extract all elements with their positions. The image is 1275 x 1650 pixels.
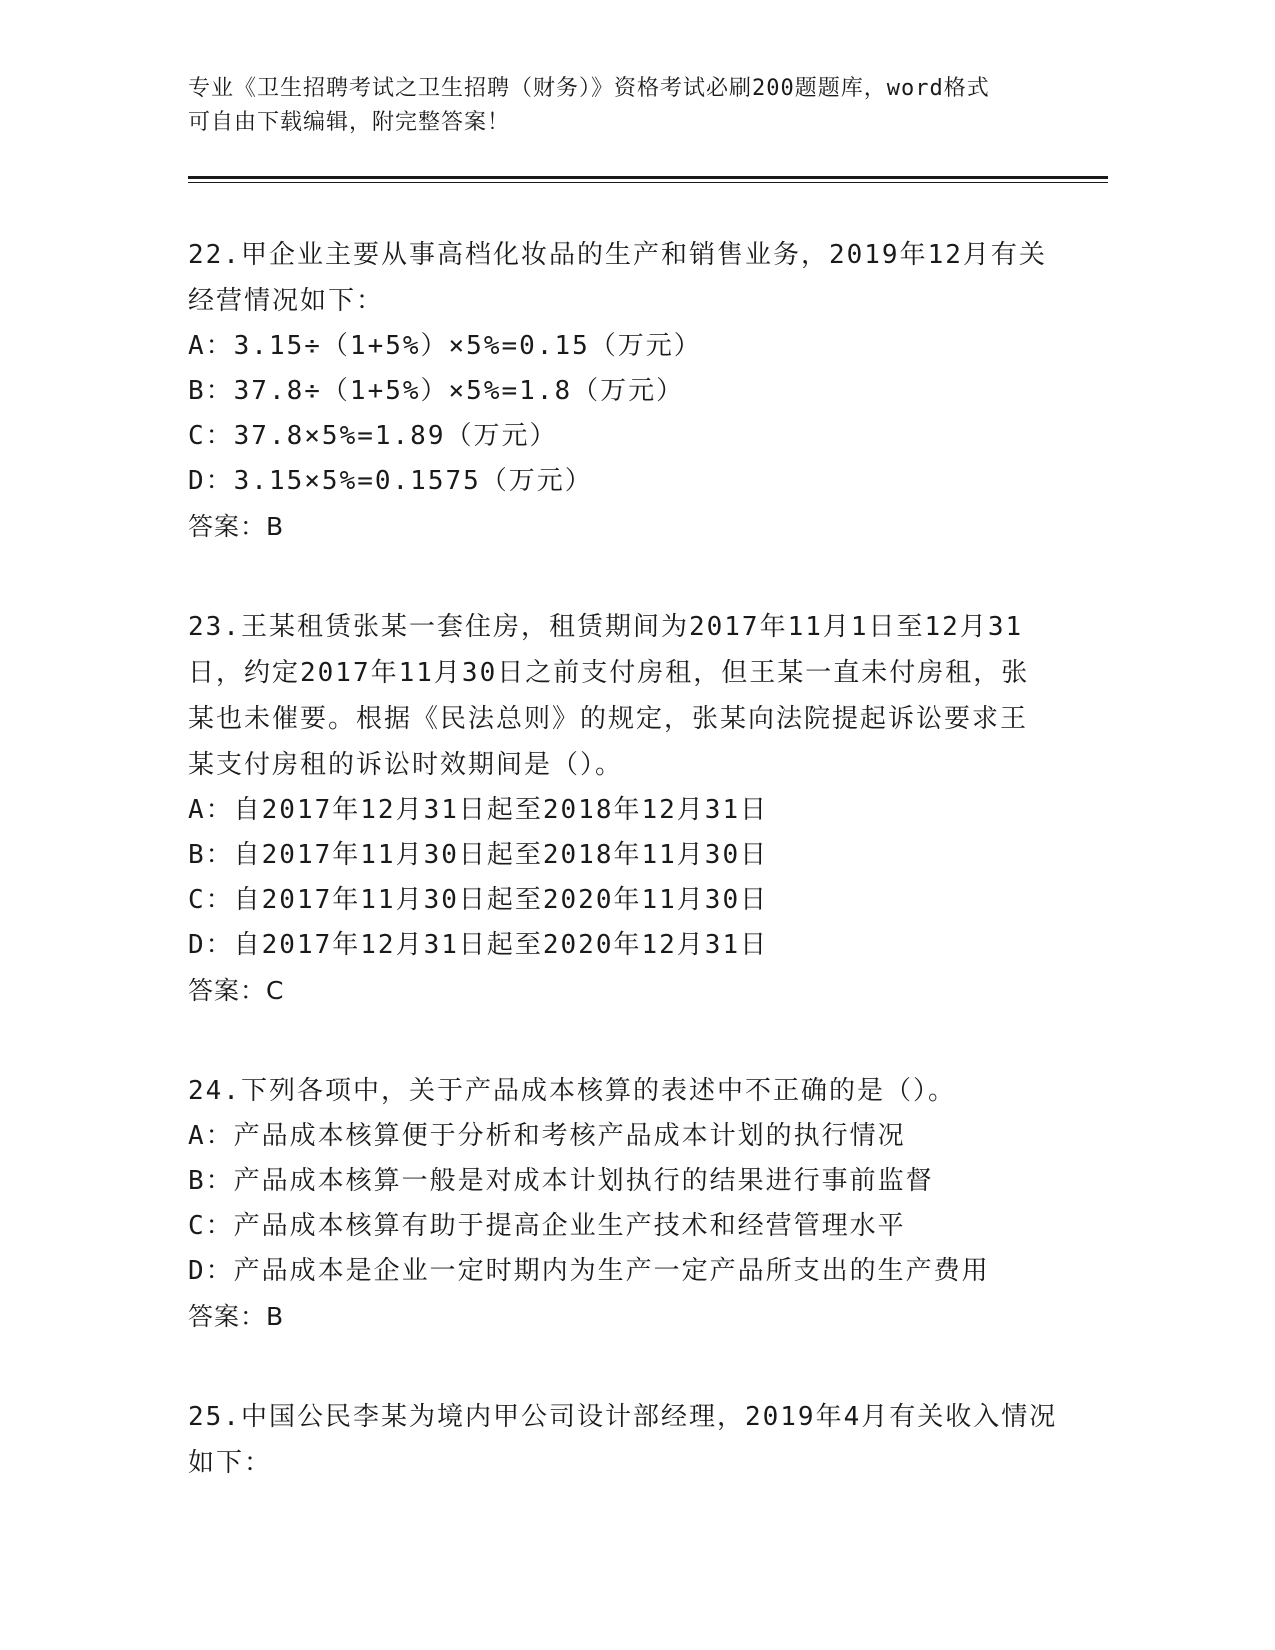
option-d: D：产品成本是企业一定时期内为生产一定产品所支出的生产费用 xyxy=(188,1256,990,1286)
option-c: C：自2017年11月30日起至2020年11月30日 xyxy=(188,885,769,915)
question-list xyxy=(188,232,1088,1540)
option-b: B：自2017年11月30日起至2018年11月30日 xyxy=(188,840,769,870)
option-a: A：3.15÷（1+5%）×5%=0.15（万元） xyxy=(188,331,702,361)
answer-label: 答案：B xyxy=(188,512,285,541)
question-text: 23.王某租赁张某一套住房，租赁期间为2017年11月1日至12月31 xyxy=(188,612,1024,642)
option-b: B：37.8÷（1+5%）×5%=1.8（万元） xyxy=(188,376,685,406)
answer-label: 答案：B xyxy=(188,1302,285,1331)
option-a: A：自2017年12月31日起至2018年12月31日 xyxy=(188,795,769,825)
question-text: 如下： xyxy=(188,1448,273,1478)
question-text: 经营情况如下： xyxy=(188,286,385,316)
question-24 xyxy=(188,1068,1088,1340)
question-text: 22.甲企业主要从事高档化妆品的生产和销售业务，2019年12月有关 xyxy=(188,240,1047,270)
question-22 xyxy=(188,232,1088,550)
option-a: A：产品成本核算便于分析和考核产品成本计划的执行情况 xyxy=(188,1121,906,1151)
option-d: D：3.15×5%=0.1575（万元） xyxy=(188,466,593,496)
option-d: D：自2017年12月31日起至2020年12月31日 xyxy=(188,930,769,960)
header-divider-thin xyxy=(188,182,1108,183)
answer-label: 答案：C xyxy=(188,976,285,1005)
question-text: 24.下列各项中，关于产品成本核算的表述中不正确的是（）。 xyxy=(188,1076,956,1106)
question-text: 25.中国公民李某为境内甲公司设计部经理，2019年4月有关收入情况 xyxy=(188,1402,1058,1432)
header-line-1: 专业《卫生招聘考试之卫生招聘（财务）》资格考试必刷200题题库，word格式 xyxy=(188,76,990,101)
question-25 xyxy=(188,1394,1088,1486)
option-b: B：产品成本核算一般是对成本计划执行的结果进行事前监督 xyxy=(188,1166,934,1196)
option-c: C：产品成本核算有助于提高企业生产技术和经营管理水平 xyxy=(188,1211,906,1241)
question-text: 日，约定2017年11月30日之前支付房租，但王某一直未付房租，张 xyxy=(188,658,1030,688)
document-header xyxy=(188,72,1068,140)
question-text: 某也未催要。根据《民法总则》的规定，张某向法院提起诉讼要求王 xyxy=(188,704,1029,734)
question-23 xyxy=(188,604,1088,1014)
option-c: C：37.8×5%=1.89（万元） xyxy=(188,421,558,451)
question-text: 某支付房租的诉讼时效期间是（）。 xyxy=(188,750,624,780)
header-divider-thick xyxy=(188,176,1108,179)
header-line-2: 可自由下载编辑，附完整答案！ xyxy=(188,110,511,135)
